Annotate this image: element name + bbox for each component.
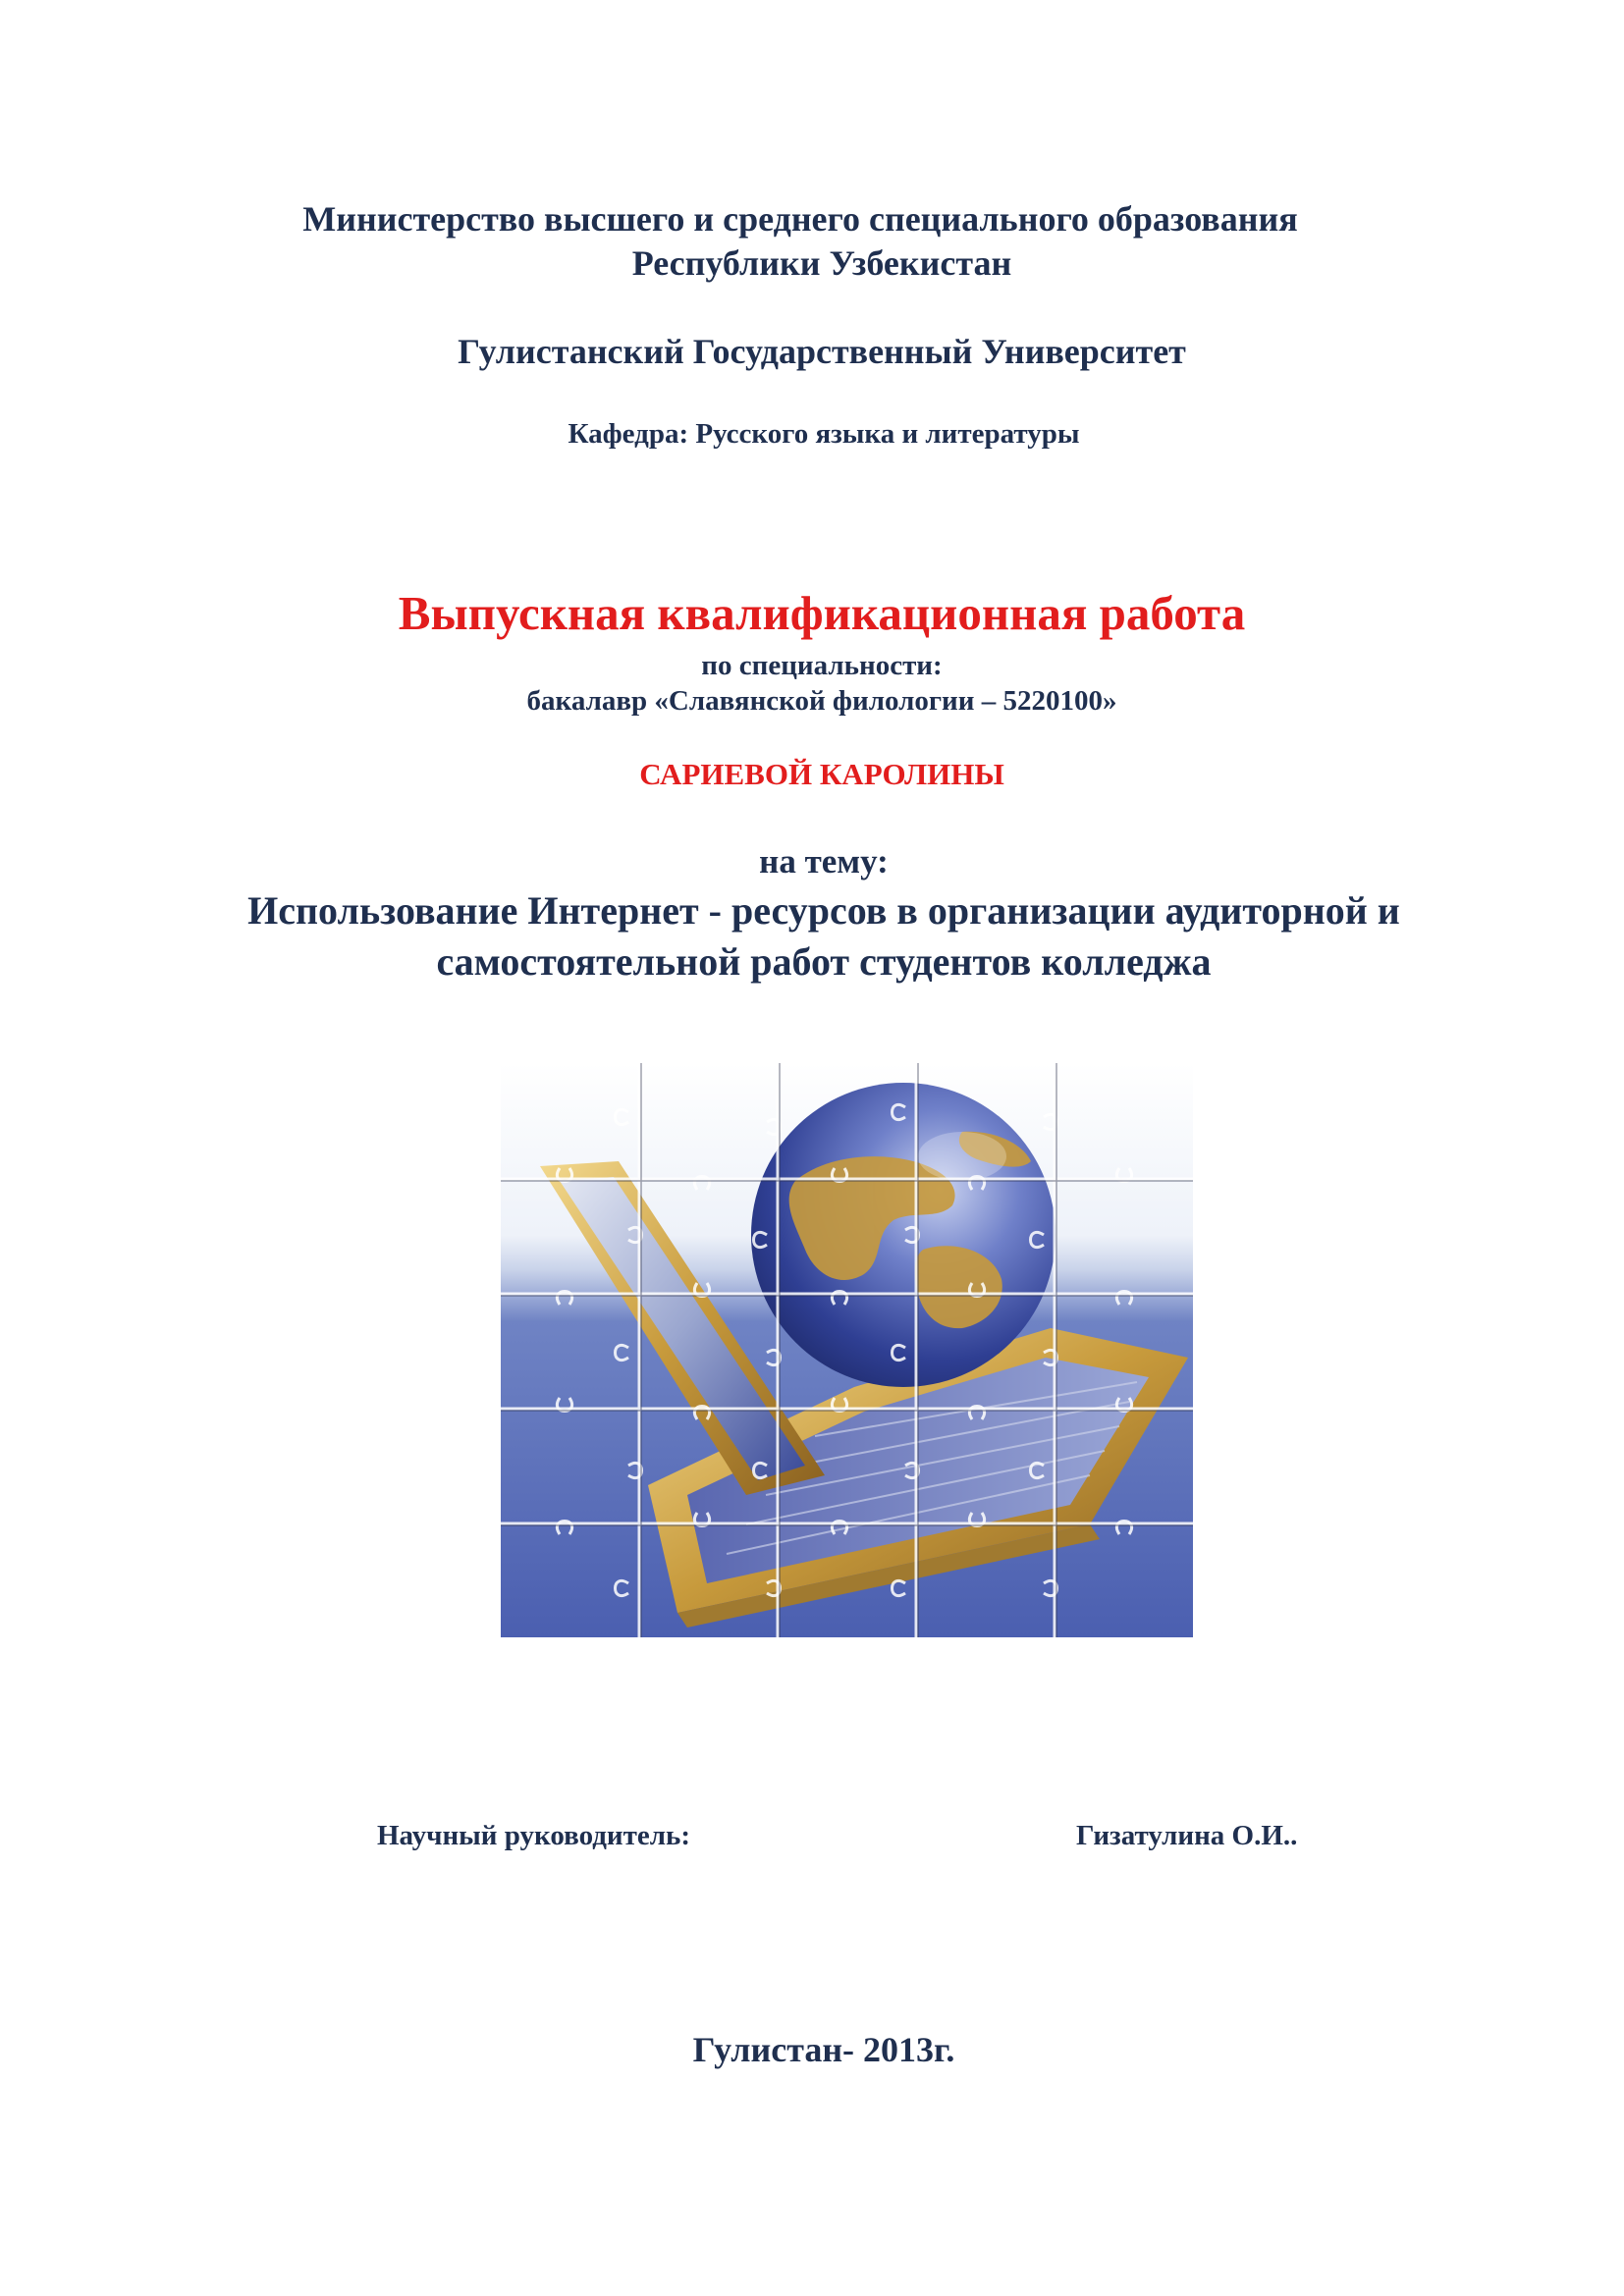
department-name: Кафедра: Русского языка и литературы: [568, 418, 1080, 450]
student-name: САРИЕВОЙ КАРОЛИНЫ: [639, 757, 1004, 791]
topic-line-2: самостоятельной работ студентов колледжа: [436, 939, 1212, 984]
ministry-line-2: Республики Узбекистан: [631, 243, 1012, 283]
specialty-label: по специальности:: [701, 650, 943, 681]
topic-line-1: Использование Интернет - ресурсов в организации аудиторной и: [247, 888, 1400, 933]
supervisor-label: Научный руководитель:: [377, 1820, 690, 1851]
globe-laptop-puzzle-picture: [501, 1063, 1193, 1637]
specialty-value: бакалавр «Славянской филологии – 5220100»: [526, 685, 1117, 717]
university-name: Гулистанский Государственный Университет: [458, 332, 1186, 371]
ministry-line-1: Министерство высшего и среднего специального образования: [302, 199, 1298, 239]
city-year: Гулистан- 2013г.: [692, 2030, 955, 2069]
supervisor-name: Гизатулина О.И..: [1076, 1820, 1298, 1851]
topic-label: на тему:: [759, 842, 889, 881]
thesis-type-title: Выпускная квалификационная работа: [398, 586, 1246, 640]
